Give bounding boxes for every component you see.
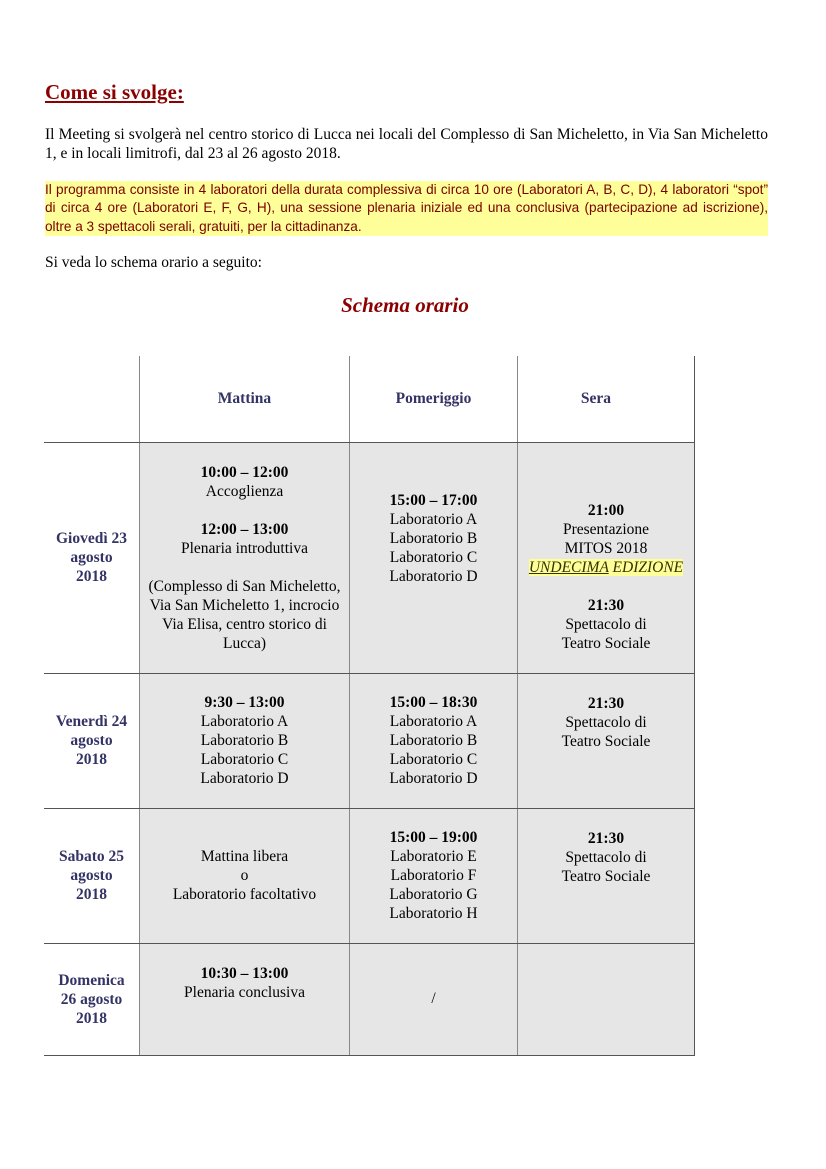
day-name: Domenica — [58, 971, 125, 989]
lab-item: Laboratorio E — [390, 848, 477, 865]
afternoon-cell — [350, 673, 518, 808]
day-year: 2018 — [76, 1009, 107, 1027]
header-mattina: Mattina — [140, 356, 350, 442]
event-label: Mattina libera — [200, 848, 289, 865]
event-label: Presentazione — [562, 520, 650, 538]
lab-item: Laboratorio A — [389, 511, 478, 528]
event-label: o — [240, 867, 249, 884]
lab-item: Laboratorio C — [389, 549, 478, 566]
day-year: 2018 — [76, 568, 107, 585]
table-row — [44, 442, 695, 673]
lab-item: Laboratorio B — [389, 732, 478, 749]
event-label: Teatro Sociale — [561, 732, 651, 750]
event-label: Laboratorio facoltativo — [172, 886, 317, 903]
location-line: Via Elisa, centro storico di — [162, 615, 327, 633]
time-slot: 21:30 — [587, 829, 625, 847]
time-slot: 21:00 — [587, 501, 625, 519]
time-slot: 21:30 — [587, 596, 625, 614]
header-sera-label: Sera — [580, 390, 612, 408]
morning-cell — [140, 943, 350, 1055]
evening-cell — [518, 808, 695, 943]
time-slot: 12:00 – 13:00 — [200, 520, 289, 538]
location-line: (Complesso di San Micheletto, — [148, 577, 341, 595]
edition-word: EDIZIONE — [612, 558, 684, 576]
lab-item: Laboratorio G — [389, 886, 478, 903]
edition-highlight — [529, 559, 683, 576]
location-line: Via San Micheletto 1, incrocio — [149, 596, 340, 614]
event-label: Plenaria introduttiva — [181, 539, 308, 557]
section-heading: Come si svolge: — [45, 80, 184, 104]
time-slot: 10:30 – 13:00 — [200, 964, 289, 982]
day-month: 26 agosto — [60, 990, 123, 1008]
location-line: Lucca) — [222, 634, 267, 652]
morning-cell — [140, 442, 350, 673]
morning-cell — [140, 808, 350, 943]
time-slot: 10:00 – 12:00 — [200, 463, 289, 481]
event-label: Plenaria conclusiva — [184, 983, 305, 1001]
day-cell — [44, 442, 140, 673]
evening-cell — [518, 673, 695, 808]
event-label: MITOS 2018 — [564, 539, 648, 557]
day-cell — [44, 808, 140, 943]
time-slot: 15:00 – 18:30 — [389, 694, 478, 711]
day-month: agosto — [70, 732, 113, 749]
lab-item: Laboratorio A — [200, 713, 289, 730]
day-name: Giovedì 23 — [55, 530, 128, 547]
lab-item: Laboratorio C — [389, 751, 478, 768]
day-cell — [44, 673, 140, 808]
lab-item: Laboratorio D — [200, 770, 289, 787]
afternoon-cell — [350, 808, 518, 943]
day-name: Venerdì 24 — [55, 713, 128, 730]
lab-item: Laboratorio B — [389, 530, 478, 547]
header-pomeriggio: Pomeriggio — [350, 356, 518, 442]
table-row — [44, 673, 695, 808]
lab-item: Laboratorio H — [389, 905, 478, 922]
day-name: Sabato 25 — [58, 848, 125, 865]
header-empty-cell — [44, 356, 140, 442]
lab-item: Laboratorio F — [390, 867, 477, 884]
lab-item: Laboratorio D — [389, 770, 478, 787]
empty-slot-mark: / — [431, 989, 436, 1007]
afternoon-cell — [350, 943, 518, 1055]
afternoon-cell — [350, 442, 518, 673]
edition-word-underlined: UNDECIMA — [528, 558, 609, 576]
time-slot: 21:30 — [587, 694, 625, 712]
header-sera — [518, 356, 695, 442]
table-header-row — [44, 356, 695, 442]
day-cell — [44, 943, 140, 1055]
evening-cell — [518, 943, 695, 1055]
day-month: agosto — [70, 867, 113, 884]
event-label: Teatro Sociale — [561, 867, 651, 885]
day-year: 2018 — [76, 886, 107, 903]
schedule-reference: Si veda lo schema orario a seguito: — [45, 254, 262, 271]
table-row — [44, 943, 695, 1055]
schedule-table — [44, 356, 695, 1056]
schedule-title: Schema orario — [341, 293, 469, 317]
lab-item: Laboratorio A — [389, 713, 478, 730]
lab-item: Laboratorio C — [200, 751, 289, 768]
morning-cell — [140, 673, 350, 808]
day-month: agosto — [70, 549, 113, 566]
program-paragraph-highlighted: Il programma consiste in 4 laboratori della durata complessiva di circa 10 ore (Laboratori A, B, C, D), 4 laboratori “spot” di circa 4 ore (Laboratori E, F, G, H), una sessione plenaria iniziale ed una conclusiva (partecipazione ad iscrizione), oltre a 3 spettacoli serali, gratuiti, per la cittadinanza. — [45, 181, 768, 236]
event-label: Spettacolo di — [565, 615, 647, 633]
lab-item: Laboratorio B — [200, 732, 289, 749]
time-slot: 9:30 – 13:00 — [204, 694, 285, 711]
evening-cell — [518, 442, 695, 673]
event-label: Teatro Sociale — [561, 634, 651, 652]
table-row — [44, 808, 695, 943]
time-slot: 15:00 – 19:00 — [389, 829, 478, 846]
lab-item: Laboratorio D — [389, 568, 478, 585]
intro-paragraph: Il Meeting si svolgerà nel centro storico di Lucca nei locali del Complesso di San Micheletto, in Via San Micheletto 1, e in locali limitrofi, dal 23 al 26 agosto 2018. — [45, 126, 768, 162]
event-label: Spettacolo di — [565, 848, 647, 866]
event-label: Accoglienza — [205, 482, 284, 500]
event-label: Spettacolo di — [565, 713, 647, 731]
day-year: 2018 — [76, 751, 107, 768]
time-slot: 15:00 – 17:00 — [389, 492, 478, 509]
